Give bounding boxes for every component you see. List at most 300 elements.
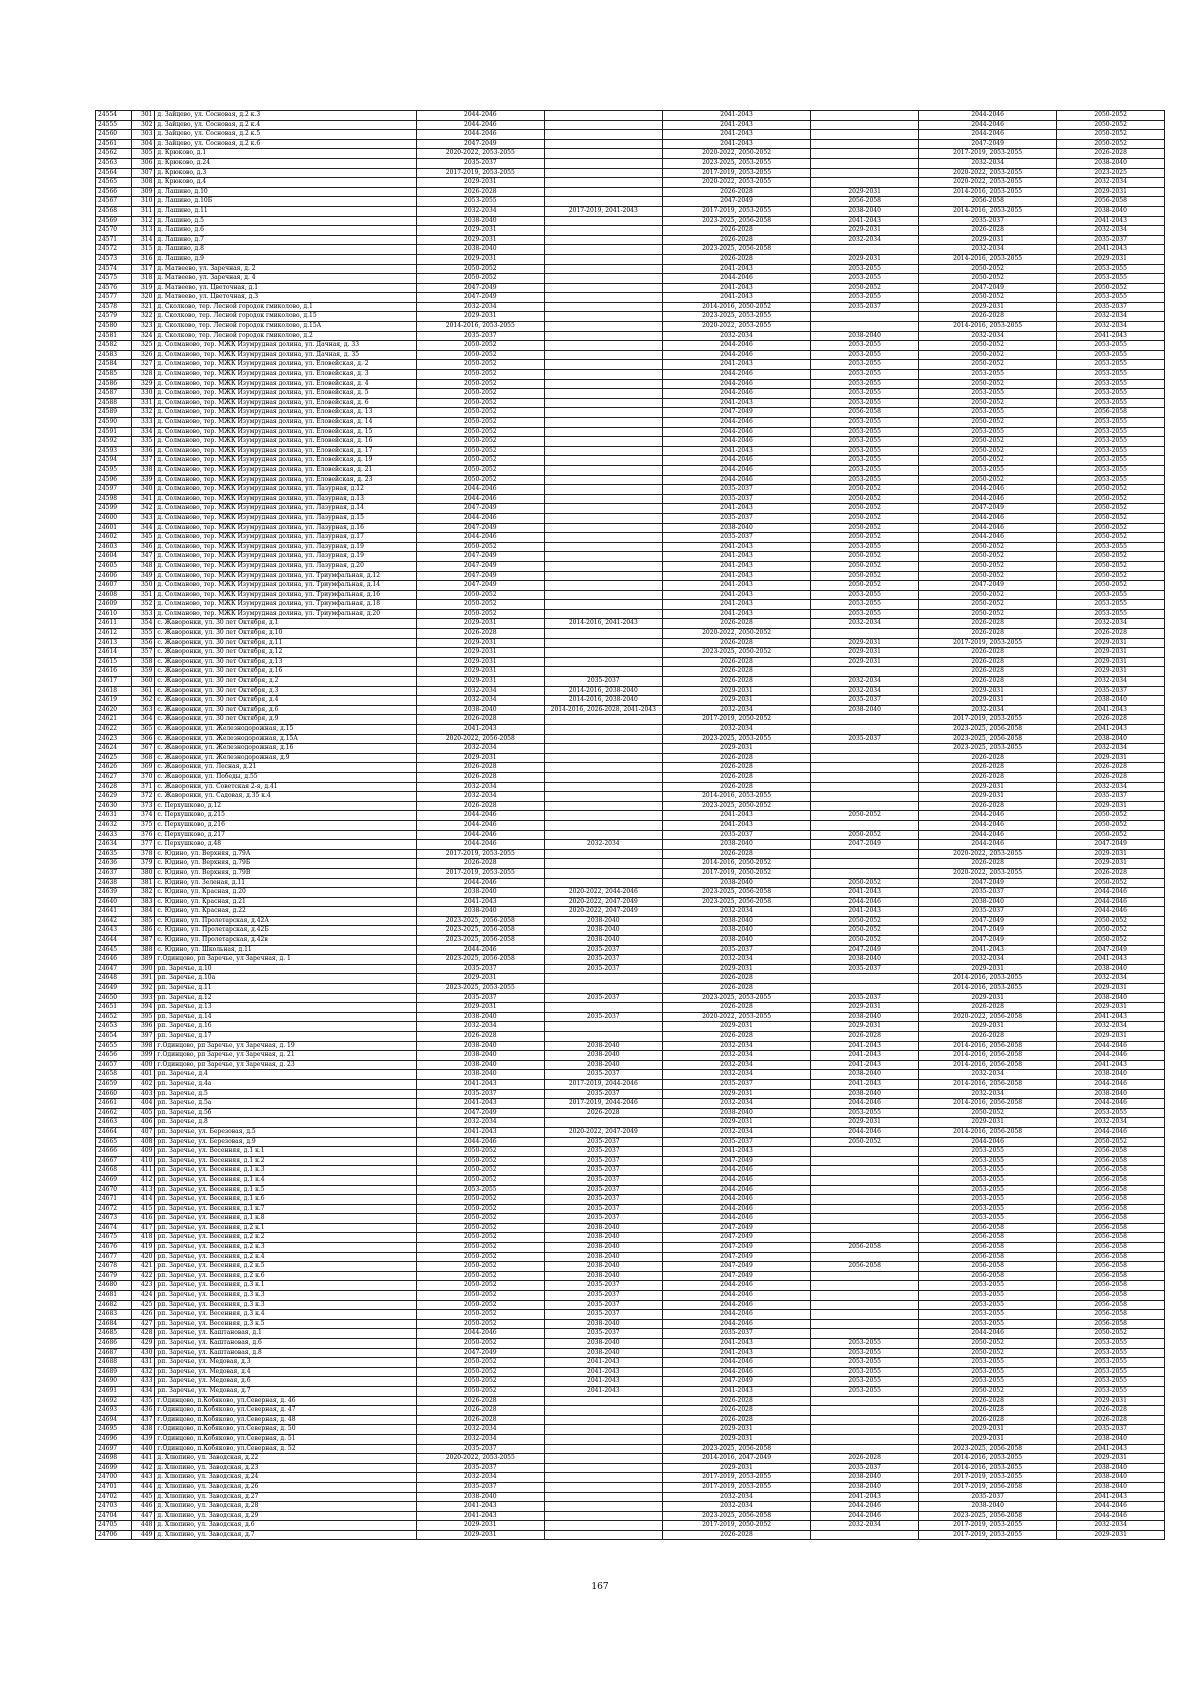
address-cell: г.Одинцово, рп Заречье, ул Заречная, д. 19 — [155, 1041, 416, 1051]
table-row — [96, 283, 1165, 293]
address-cell: с. Жаворонки, ул. 30 лет Октября, д.3 — [155, 686, 416, 696]
period-cell-3: 2035-2037 — [662, 494, 811, 504]
period-cell-5: 2026-2028 — [918, 1003, 1056, 1013]
row-number-cell: 327 — [131, 360, 155, 370]
row-number-cell: 350 — [131, 581, 155, 591]
address-cell: рп. Заречье, д.17 — [155, 1032, 416, 1042]
row-id-cell: 24647 — [96, 964, 132, 974]
row-id-cell: 24582 — [96, 341, 132, 351]
table-row — [96, 1041, 1165, 1051]
period-cell-5: 2023-2025, 2056-2058 — [918, 725, 1056, 735]
row-id-cell: 24602 — [96, 533, 132, 543]
period-cell-4: 2035-2037 — [811, 993, 919, 1003]
table-row — [96, 322, 1165, 332]
period-cell-1: 2044-2046 — [416, 945, 544, 955]
row-id-cell: 24594 — [96, 456, 132, 466]
period-cell-3: 2017-2019, 2050-2052 — [662, 715, 811, 725]
period-cell-3: 2029-2031 — [662, 744, 811, 754]
period-cell-4: 2050-2052 — [811, 523, 919, 533]
period-cell-1: 2038-2040 — [416, 1041, 544, 1051]
period-cell-3: 2032-2034 — [662, 705, 811, 715]
table-row — [96, 139, 1165, 149]
period-cell-4 — [811, 715, 919, 725]
row-number-cell: 380 — [131, 868, 155, 878]
period-cell-1: 2026-2028 — [416, 1406, 544, 1416]
row-id-cell: 24694 — [96, 1415, 132, 1425]
period-cell-6: 2056-2058 — [1057, 1156, 1165, 1166]
period-cell-2 — [544, 1492, 662, 1502]
row-number-cell: 319 — [131, 283, 155, 293]
row-id-cell: 24620 — [96, 705, 132, 715]
period-cell-2 — [544, 312, 662, 322]
period-cell-6: 2029-2031 — [1057, 1454, 1165, 1464]
row-id-cell: 24605 — [96, 561, 132, 571]
period-cell-6: 2050-2052 — [1057, 820, 1165, 830]
period-cell-6: 2041-2043 — [1057, 1060, 1165, 1070]
period-cell-1: 2029-2031 — [416, 619, 544, 629]
period-cell-4 — [811, 801, 919, 811]
period-cell-1: 2029-2031 — [416, 1003, 544, 1013]
row-id-cell: 24702 — [96, 1492, 132, 1502]
row-number-cell: 302 — [131, 120, 155, 130]
period-cell-6: 2032-2034 — [1057, 312, 1165, 322]
period-cell-4 — [811, 130, 919, 140]
row-number-cell: 405 — [131, 1108, 155, 1118]
period-cell-3: 2038-2040 — [662, 840, 811, 850]
period-cell-3: 2044-2046 — [662, 1214, 811, 1224]
period-cell-4 — [811, 629, 919, 639]
period-cell-1: 2035-2037 — [416, 993, 544, 1003]
address-cell: с. Юдино, ул. Верхняя, д.79Б — [155, 859, 416, 869]
row-id-cell: 24564 — [96, 168, 132, 178]
address-cell: г.Одинцово, п.Кобяково, ул.Северная, д. 46 — [155, 1396, 416, 1406]
address-cell: д. Крюково, д.3 — [155, 168, 416, 178]
address-cell: д. Хлюпино, ул. Заводская, д.29 — [155, 1511, 416, 1521]
table-row — [96, 772, 1165, 782]
period-cell-1: 2035-2037 — [416, 158, 544, 168]
address-cell: с. Перхушково, д.48 — [155, 840, 416, 850]
address-cell: д. Зайцево, ул. Сосновая, д.2 к.6 — [155, 139, 416, 149]
period-cell-6: 2032-2034 — [1057, 1521, 1165, 1531]
row-id-cell: 24636 — [96, 859, 132, 869]
period-cell-2: 2035-2037 — [544, 955, 662, 965]
period-cell-6: 2038-2040 — [1057, 1089, 1165, 1099]
table-row — [96, 801, 1165, 811]
address-cell: д. Солманово, тер. МЖК Изумрудная долина, ул. Дачная, д. 33 — [155, 341, 416, 351]
period-cell-1: 2035-2037 — [416, 1089, 544, 1099]
row-number-cell: 369 — [131, 763, 155, 773]
period-cell-3: 2044-2046 — [662, 341, 811, 351]
period-cell-6: 2056-2058 — [1057, 197, 1165, 207]
period-cell-6: 2053-2055 — [1057, 446, 1165, 456]
period-cell-4: 2035-2037 — [811, 1463, 919, 1473]
period-cell-5: 2029-2031 — [918, 696, 1056, 706]
period-cell-1: 2026-2028 — [416, 801, 544, 811]
period-cell-1: 2032-2034 — [416, 1473, 544, 1483]
row-id-cell: 24691 — [96, 1386, 132, 1396]
period-cell-1: 2050-2052 — [416, 370, 544, 380]
period-cell-4: 2038-2040 — [811, 206, 919, 216]
period-cell-3: 2029-2031 — [662, 1089, 811, 1099]
period-cell-1: 2029-2031 — [416, 254, 544, 264]
table-row — [96, 1012, 1165, 1022]
period-cell-4: 2029-2031 — [811, 1022, 919, 1032]
period-cell-1: 2038-2040 — [416, 907, 544, 917]
period-cell-1: 2026-2028 — [416, 1032, 544, 1042]
row-id-cell: 24609 — [96, 600, 132, 610]
table-row — [96, 974, 1165, 984]
row-id-cell: 24675 — [96, 1233, 132, 1243]
period-cell-5: 2014-2016, 2053-2055 — [918, 1454, 1056, 1464]
period-cell-1: 2041-2043 — [416, 897, 544, 907]
table-row — [96, 1415, 1165, 1425]
period-cell-5: 2050-2052 — [918, 571, 1056, 581]
address-cell: рп. Заречье, ул. Березовая, д.5 — [155, 1127, 416, 1137]
period-cell-3: 2047-2049 — [662, 1262, 811, 1272]
period-cell-5: 2056-2058 — [918, 1271, 1056, 1281]
table-row — [96, 888, 1165, 898]
period-cell-1: 2029-2031 — [416, 974, 544, 984]
period-cell-1: 2041-2043 — [416, 725, 544, 735]
period-cell-2 — [544, 1032, 662, 1042]
period-cell-2: 2038-2040 — [544, 936, 662, 946]
period-cell-4 — [811, 1204, 919, 1214]
period-cell-4 — [811, 1434, 919, 1444]
row-id-cell: 24642 — [96, 916, 132, 926]
address-cell: д. Сколково, тер. Лесной городок гмиколово, д.2 — [155, 331, 416, 341]
row-number-cell: 391 — [131, 974, 155, 984]
period-cell-5: 2029-2031 — [918, 686, 1056, 696]
period-cell-5: 2056-2058 — [918, 197, 1056, 207]
period-cell-2: 2038-2040 — [544, 1051, 662, 1061]
period-cell-3: 2029-2031 — [662, 686, 811, 696]
period-cell-2 — [544, 283, 662, 293]
period-cell-5: 2053-2055 — [918, 1147, 1056, 1157]
table-row — [96, 1473, 1165, 1483]
period-cell-5: 2038-2040 — [918, 897, 1056, 907]
period-cell-4: 2053-2055 — [811, 379, 919, 389]
period-cell-5: 2026-2028 — [918, 619, 1056, 629]
row-id-cell: 24696 — [96, 1434, 132, 1444]
period-cell-5: 2032-2034 — [918, 705, 1056, 715]
period-cell-2 — [544, 1511, 662, 1521]
period-cell-3: 2044-2046 — [662, 370, 811, 380]
period-cell-5: 2035-2037 — [918, 907, 1056, 917]
row-number-cell: 346 — [131, 542, 155, 552]
address-cell: г.Одинцово, рп Заречье, ул Заречная, д. 1 — [155, 955, 416, 965]
row-id-cell: 24589 — [96, 408, 132, 418]
period-cell-4 — [811, 1252, 919, 1262]
table-row — [96, 302, 1165, 312]
period-cell-5: 2044-2046 — [918, 120, 1056, 130]
row-number-cell: 370 — [131, 772, 155, 782]
period-cell-6: 2053-2055 — [1057, 379, 1165, 389]
row-number-cell: 308 — [131, 178, 155, 188]
period-cell-3: 2032-2034 — [662, 1041, 811, 1051]
table-row — [96, 1502, 1165, 1512]
period-cell-6: 2047-2049 — [1057, 945, 1165, 955]
row-number-cell: 399 — [131, 1051, 155, 1061]
row-number-cell: 335 — [131, 437, 155, 447]
period-cell-3: 2020-2022, 2050-2052 — [662, 629, 811, 639]
period-cell-6: 2041-2043 — [1057, 1492, 1165, 1502]
period-cell-5: 2044-2046 — [918, 494, 1056, 504]
period-cell-4: 2038-2040 — [811, 1089, 919, 1099]
period-cell-4 — [811, 667, 919, 677]
row-number-cell: 409 — [131, 1147, 155, 1157]
period-cell-1: 2050-2052 — [416, 398, 544, 408]
period-cell-2 — [544, 734, 662, 744]
row-number-cell: 407 — [131, 1127, 155, 1137]
row-id-cell: 24624 — [96, 744, 132, 754]
period-cell-4 — [811, 849, 919, 859]
row-number-cell: 387 — [131, 936, 155, 946]
period-cell-5: 2050-2052 — [918, 1108, 1056, 1118]
table-row — [96, 859, 1165, 869]
period-cell-2 — [544, 1444, 662, 1454]
period-cell-6: 2026-2028 — [1057, 1406, 1165, 1416]
table-row — [96, 226, 1165, 236]
row-id-cell: 24684 — [96, 1319, 132, 1329]
period-cell-4: 2029-2031 — [811, 1118, 919, 1128]
table-row — [96, 1003, 1165, 1013]
row-number-cell: 371 — [131, 782, 155, 792]
address-cell: д. Лашино, д.11 — [155, 206, 416, 216]
period-cell-1: 2041-2043 — [416, 1079, 544, 1089]
row-number-cell: 439 — [131, 1434, 155, 1444]
row-number-cell: 331 — [131, 398, 155, 408]
period-cell-3: 2044-2046 — [662, 1195, 811, 1205]
period-cell-2 — [544, 744, 662, 754]
table-row — [96, 254, 1165, 264]
period-cell-3: 2044-2046 — [662, 1204, 811, 1214]
row-id-cell: 24583 — [96, 350, 132, 360]
row-number-cell: 338 — [131, 465, 155, 475]
period-cell-6: 2053-2055 — [1057, 293, 1165, 303]
period-cell-4: 2053-2055 — [811, 609, 919, 619]
address-cell: рп. Заречье, ул. Весенняя, д.1 к.8 — [155, 1214, 416, 1224]
period-cell-4: 2056-2058 — [811, 408, 919, 418]
address-cell: д. Солманово, тер. МЖК Изумрудная долина, ул. Лазурная, д.16 — [155, 523, 416, 533]
period-cell-4: 2050-2052 — [811, 571, 919, 581]
period-cell-2 — [544, 648, 662, 658]
period-cell-3: 2017-2019, 2053-2055 — [662, 1473, 811, 1483]
period-cell-1: 2050-2052 — [416, 1377, 544, 1387]
address-cell: с. Юдино, ул. Школьная, д.11 — [155, 945, 416, 955]
row-number-cell: 353 — [131, 609, 155, 619]
period-cell-4: 2038-2040 — [811, 1482, 919, 1492]
address-cell: с. Юдино, ул. Верхняя, д.79В — [155, 868, 416, 878]
period-cell-1: 2038-2040 — [416, 888, 544, 898]
period-cell-4: 2053-2055 — [811, 274, 919, 284]
period-cell-3: 2026-2028 — [662, 772, 811, 782]
period-cell-6: 2032-2034 — [1057, 974, 1165, 984]
period-cell-3: 2026-2028 — [662, 254, 811, 264]
period-cell-2: 2017-2019, 2044-2046 — [544, 1099, 662, 1109]
period-cell-1: 2029-2031 — [416, 178, 544, 188]
row-id-cell: 24617 — [96, 677, 132, 687]
table-row — [96, 1511, 1165, 1521]
table-row — [96, 581, 1165, 591]
period-cell-2: 2035-2037 — [544, 1089, 662, 1099]
period-cell-2 — [544, 293, 662, 303]
period-cell-5: 2053-2055 — [918, 1377, 1056, 1387]
period-cell-2 — [544, 820, 662, 830]
period-cell-2 — [544, 322, 662, 332]
period-cell-1: 2023-2025, 2053-2055 — [416, 984, 544, 994]
period-cell-3: 2044-2046 — [662, 274, 811, 284]
period-cell-4 — [811, 149, 919, 159]
row-number-cell: 389 — [131, 955, 155, 965]
row-number-cell: 375 — [131, 820, 155, 830]
period-cell-6: 2044-2046 — [1057, 1051, 1165, 1061]
period-cell-3: 2032-2034 — [662, 1060, 811, 1070]
period-cell-6: 2056-2058 — [1057, 1185, 1165, 1195]
period-cell-3: 2032-2034 — [662, 1051, 811, 1061]
table-row — [96, 1185, 1165, 1195]
row-number-cell: 415 — [131, 1204, 155, 1214]
row-id-cell: 24641 — [96, 907, 132, 917]
row-number-cell: 441 — [131, 1454, 155, 1464]
period-cell-2 — [544, 139, 662, 149]
period-cell-1: 2044-2046 — [416, 494, 544, 504]
period-cell-6: 2029-2031 — [1057, 1396, 1165, 1406]
period-cell-6: 2032-2034 — [1057, 677, 1165, 687]
period-cell-4: 2035-2037 — [811, 302, 919, 312]
table-row — [96, 1262, 1165, 1272]
period-cell-2 — [544, 1396, 662, 1406]
address-cell: рп. Заречье, д.5а — [155, 1099, 416, 1109]
period-cell-2 — [544, 341, 662, 351]
address-cell: д. Солманово, тер. МЖК Изумрудная долина, ул. Еловейская, д. 15 — [155, 427, 416, 437]
address-cell: г.Одинцово, п.Кобяково, ул.Северная, д. 52 — [155, 1444, 416, 1454]
address-cell: рп. Заречье, ул. Весенняя, д.1 к.7 — [155, 1204, 416, 1214]
row-id-cell: 24670 — [96, 1185, 132, 1195]
period-cell-3: 2026-2028 — [662, 984, 811, 994]
row-number-cell: 374 — [131, 811, 155, 821]
row-number-cell: 341 — [131, 494, 155, 504]
period-cell-1: 2026-2028 — [416, 715, 544, 725]
period-cell-5: 2026-2028 — [918, 753, 1056, 763]
table-row — [96, 350, 1165, 360]
period-cell-6: 2056-2058 — [1057, 1300, 1165, 1310]
period-cell-2 — [544, 418, 662, 428]
table-row — [96, 561, 1165, 571]
period-cell-4: 2032-2034 — [811, 686, 919, 696]
period-cell-2: 2035-2037 — [544, 1137, 662, 1147]
row-number-cell: 408 — [131, 1137, 155, 1147]
period-cell-2: 2038-2040 — [544, 1348, 662, 1358]
table-row — [96, 609, 1165, 619]
period-cell-6: 2056-2058 — [1057, 1262, 1165, 1272]
row-number-cell: 440 — [131, 1444, 155, 1454]
period-cell-6: 2050-2052 — [1057, 283, 1165, 293]
period-cell-1: 2044-2046 — [416, 513, 544, 523]
row-id-cell: 24568 — [96, 206, 132, 216]
address-cell: рп. Заречье, ул. Весенняя, д.3 к.4 — [155, 1310, 416, 1320]
table-row — [96, 964, 1165, 974]
period-cell-3: 2047-2049 — [662, 1156, 811, 1166]
period-cell-5: 2053-2055 — [918, 1185, 1056, 1195]
period-cell-2 — [544, 1482, 662, 1492]
table-row — [96, 1386, 1165, 1396]
period-cell-6: 2029-2031 — [1057, 849, 1165, 859]
address-cell: рп. Заречье, ул. Весенняя, д.3 к.3 — [155, 1291, 416, 1301]
period-cell-5: 2035-2037 — [918, 216, 1056, 226]
period-cell-1: 2026-2028 — [416, 629, 544, 639]
period-cell-3: 2041-2043 — [662, 293, 811, 303]
table-row — [96, 1367, 1165, 1377]
row-number-cell: 432 — [131, 1367, 155, 1377]
period-cell-1: 2050-2052 — [416, 1204, 544, 1214]
period-cell-3: 2020-2022, 2053-2055 — [662, 178, 811, 188]
period-cell-2 — [544, 792, 662, 802]
period-cell-6: 2056-2058 — [1057, 1204, 1165, 1214]
table-row — [96, 811, 1165, 821]
period-cell-2: 2038-2040 — [544, 1252, 662, 1262]
period-cell-4: 2038-2040 — [811, 1070, 919, 1080]
period-cell-2: 2026-2028 — [544, 1108, 662, 1118]
period-cell-2 — [544, 1415, 662, 1425]
period-cell-6: 2029-2031 — [1057, 667, 1165, 677]
row-id-cell: 24581 — [96, 331, 132, 341]
row-number-cell: 378 — [131, 849, 155, 859]
row-number-cell: 326 — [131, 350, 155, 360]
table-row — [96, 504, 1165, 514]
period-cell-2 — [544, 638, 662, 648]
table-row — [96, 916, 1165, 926]
row-number-cell: 431 — [131, 1358, 155, 1368]
address-cell: д. Лашино, д.6 — [155, 226, 416, 236]
period-cell-5: 2053-2055 — [918, 408, 1056, 418]
row-number-cell: 414 — [131, 1195, 155, 1205]
period-cell-4: 2053-2055 — [811, 418, 919, 428]
row-number-cell: 423 — [131, 1281, 155, 1291]
row-id-cell: 24654 — [96, 1032, 132, 1042]
period-cell-2 — [544, 437, 662, 447]
period-cell-2: 2038-2040 — [544, 1041, 662, 1051]
period-cell-5: 2050-2052 — [918, 437, 1056, 447]
row-id-cell: 24612 — [96, 629, 132, 639]
table-row — [96, 763, 1165, 773]
period-cell-6: 2029-2031 — [1057, 1530, 1165, 1540]
period-cell-6: 2032-2034 — [1057, 782, 1165, 792]
period-cell-6: 2044-2046 — [1057, 1079, 1165, 1089]
address-cell: рп. Заречье, д.16 — [155, 1022, 416, 1032]
period-cell-4 — [811, 859, 919, 869]
period-cell-6: 2032-2034 — [1057, 619, 1165, 629]
period-cell-5: 2029-2031 — [918, 302, 1056, 312]
row-number-cell: 301 — [131, 111, 155, 121]
period-cell-2: 2038-2040 — [544, 1060, 662, 1070]
table-row — [96, 993, 1165, 1003]
period-cell-3: 2026-2028 — [662, 782, 811, 792]
period-cell-6: 2053-2055 — [1057, 590, 1165, 600]
period-cell-4: 2053-2055 — [811, 1348, 919, 1358]
period-cell-2: 2035-2037 — [544, 1204, 662, 1214]
row-number-cell: 396 — [131, 1022, 155, 1032]
period-cell-5: 2044-2046 — [918, 485, 1056, 495]
period-cell-5: 2044-2046 — [918, 523, 1056, 533]
period-cell-4: 2053-2055 — [811, 437, 919, 447]
row-id-cell: 24573 — [96, 254, 132, 264]
period-cell-3: 2017-2019, 2053-2055 — [662, 1482, 811, 1492]
period-cell-5: 2050-2052 — [918, 379, 1056, 389]
period-cell-3: 2029-2031 — [662, 696, 811, 706]
period-cell-1: 2038-2040 — [416, 245, 544, 255]
period-cell-4 — [811, 1175, 919, 1185]
table-row — [96, 149, 1165, 159]
